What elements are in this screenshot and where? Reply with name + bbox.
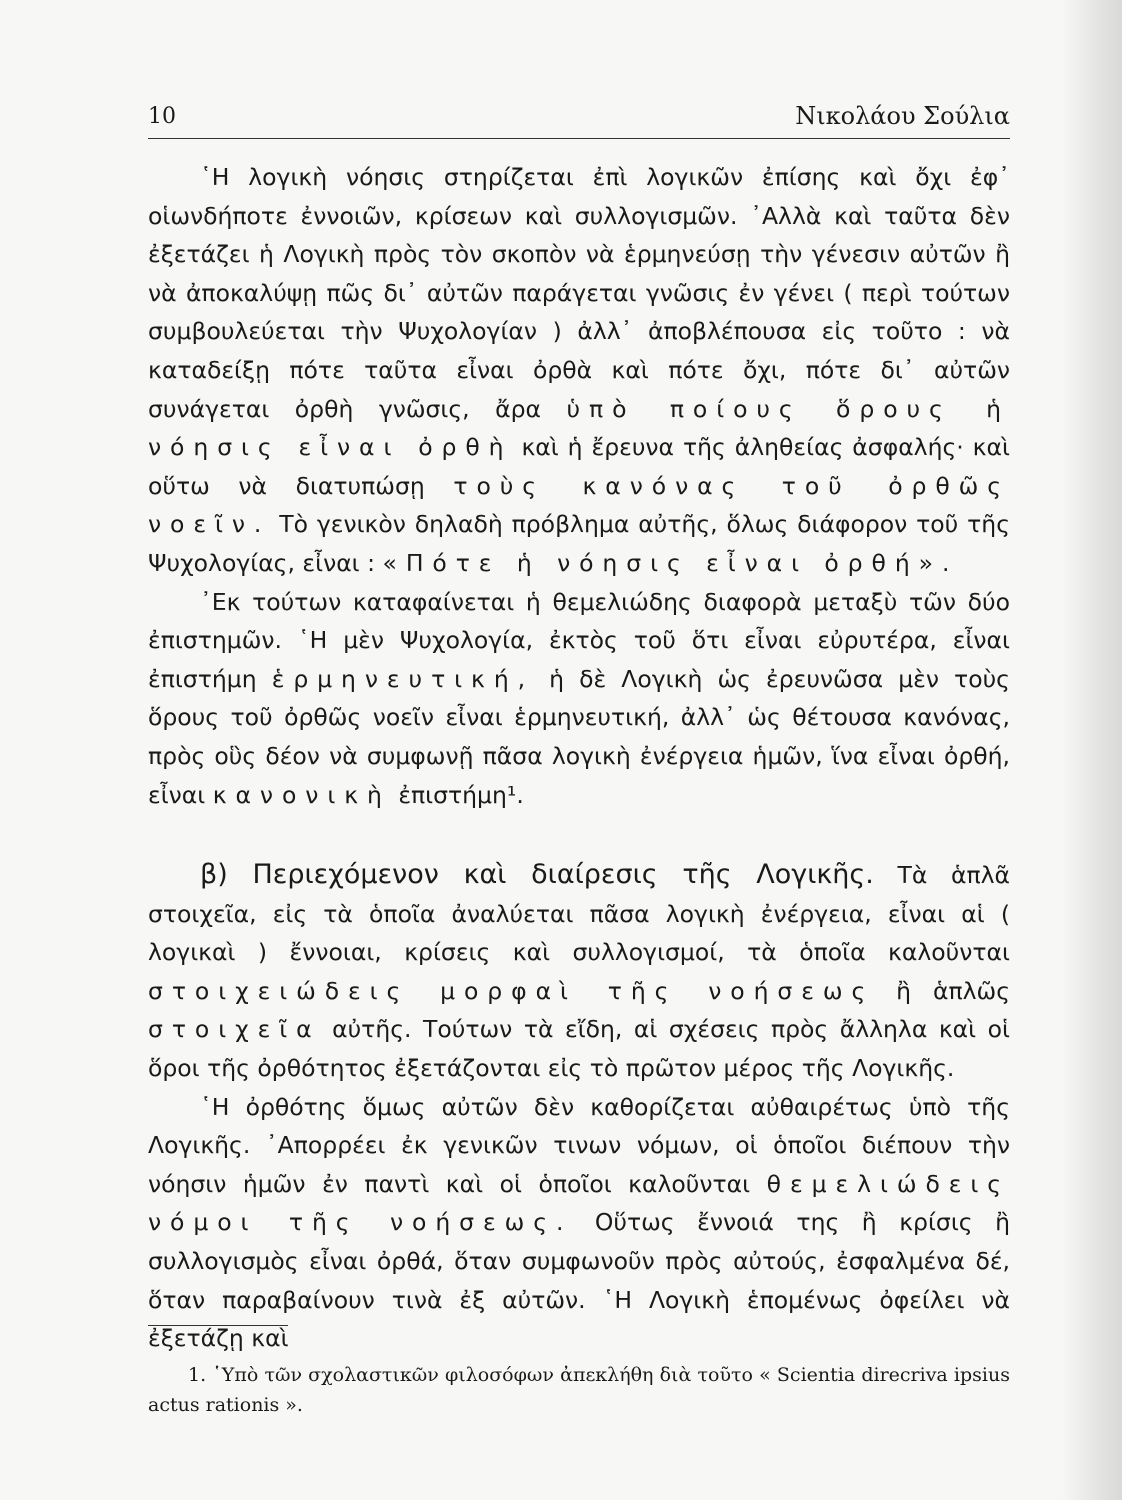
header-rule: [148, 138, 1010, 139]
emphasis: ἑρμηνευτική,: [271, 664, 535, 693]
emphasis: ὑπὸ ποίους ὅρους ἡ νόησις εἶναι ὀρθὴ: [148, 394, 1010, 462]
paragraph-2: ᾿Εκ τούτων καταφαίνεται ἡ θεμελιώδης διαφορὰ μεταξὺ τῶν δύο ἐπιστημῶν. ῾Η μὲν Ψυχολογία, ἐκτὸς τοῦ ὅτι εἶναι εὐρυτέρα, εἶναι ἐπιστήμη ἑρμηνευτική, ἡ δὲ Λογικὴ ὡς ἐρευνῶσα μὲν τοὺς ὅρους τοῦ ὀρθῶς νοεῖν εἶναι ἑρμηνευτική, ἀλλ᾿ ὡς θέτουσα κανόνας, πρὸς οὓς δέον νὰ συμφωνῇ πᾶσα λογικὴ ἐνέργεια ἡμῶν, ἵνα εἶναι ὀρθή, εἶναι κανονικὴ ἐπιστήμη¹.: [148, 587, 1010, 809]
emphasis: «Πότε ἡ νόησις εἶναι ὀρθή».: [382, 548, 959, 577]
emphasis: θεμελιώδεις νόμοι τῆς νοήσεως.: [148, 1169, 1010, 1237]
footnote-text: 1. ῾Υπὸ τῶν σχολαστικῶν φιλοσόφων ἀπεκλήθη διὰ τοῦτο « Scientia direcriva ipsius actus rationis ».: [148, 1364, 1010, 1416]
footnote-rule: [148, 1325, 288, 1326]
page-number: 10: [148, 104, 176, 129]
section-heading: β) Περιεχόμενον καὶ διαίρεσις τῆς Λογικῆς.: [200, 859, 874, 891]
running-head: Νικολάου Σούλια: [795, 102, 1010, 130]
paragraph-1: ῾Η λογικὴ νόησις στηρίζεται ἐπὶ λογικῶν ἐπίσης καὶ ὄχι ἐφ᾿ οἱωνδήποτε ἐννοιῶν, κρίσεων καὶ συλλογισμῶν. ᾿Αλλὰ καὶ ταῦτα δὲν ἐξετάζει ἡ Λογικὴ πρὸς τὸν σκοπὸν νὰ ἑρμηνεύσῃ τὴν γένεσιν αὐτῶν ἢ νὰ ἀποκαλύψῃ πῶς δι᾿ αὐτῶν παράγεται γνῶσις ἐν γένει ( περὶ τούτων συμβουλεύεται τὴν Ψυχολογίαν ) ἀλλ᾿ ἀποβλέπουσα εἰς τοῦτο : νὰ καταδείξῃ πότε ταῦτα εἶναι ὀρθὰ καὶ πότε ὄχι, πότε δι᾿ αὐτῶν συνάγεται ὀρθὴ γνῶσις, ἄρα ὑπὸ ποίους ὅρους ἡ νόησις εἶναι ὀρθὴ καὶ ἡ ἔρευνα τῆς ἀληθείας ἀσφαλής· καὶ οὕτω νὰ διατυπώσῃ τοὺς κανόνας τοῦ ὀρθῶς νοεῖν. Τὸ γενικὸν δηλαδὴ πρόβλημα αὐτῆς, ὅλως διάφορον τοῦ τῆς Ψυχολογίας, εἶναι : «Πότε ἡ νόησις εἶναι ὀρθή».: [148, 163, 1010, 577]
page-header: [148, 98, 1010, 138]
emphasis: στοιχειώδεις μορφαὶ τῆς νοήσεως: [148, 976, 875, 1005]
emphasis: τοὺς κανόνας τοῦ ὀρθῶς νοεῖν.: [148, 471, 1010, 539]
emphasis: στοιχεῖα: [148, 1015, 321, 1044]
footnote: [148, 1360, 1010, 1420]
paragraph-3: β) Περιεχόμενον καὶ διαίρεσις τῆς Λογικῆς. Τὰ ἁπλᾶ στοιχεῖα, εἰς τὰ ὁποῖα ἀναλύεται πᾶσα λογικὴ ἐνέργεια, εἶναι αἱ ( λογικαὶ ) ἔννοιαι, κρίσεις καὶ συλλογισμοί, τὰ ὁποῖα καλοῦνται στοιχειώδεις μορφαὶ τῆς νοήσεως ἢ ἁπλῶς στοιχεῖα αὐτῆς. Τούτων τὰ εἴδη, αἱ σχέσεις πρὸς ἄλληλα καὶ οἱ ὅροι τῆς ὀρθότητος ἐξετάζονται εἰς τὸ πρῶτον μέρος τῆς Λογικῆς.: [148, 859, 1010, 1083]
paragraph-4: ῾Η ὀρθότης ὅμως αὐτῶν δὲν καθορίζεται αὐθαιρέτως ὑπὸ τῆς Λογικῆς. ᾿Απορρέει ἐκ γενικῶν τινων νόμων, οἱ ὁποῖοι διέπουν τὴν νόησιν ἡμῶν ἐν παντὶ καὶ οἱ ὁποῖοι καλοῦνται θεμελιώδεις νόμοι τῆς νοήσεως. Οὕτως ἔννοιά της ἢ κρίσις ἢ συλλογισμὸς εἶναι ὀρθά, ὅταν συμφωνοῦν πρὸς αὐτούς, ἐσφαλμένα δέ, ὅταν παραβαίνουν τινὰ ἐξ αὐτῶν. ῾Η Λογικὴ ἑπομένως ὀφείλει νὰ ἐξετάζῃ καὶ: [148, 1092, 1010, 1353]
emphasis: κανονικὴ: [212, 780, 391, 809]
page-edge-shadow: [1062, 0, 1122, 1500]
body-text: [148, 158, 1010, 1358]
